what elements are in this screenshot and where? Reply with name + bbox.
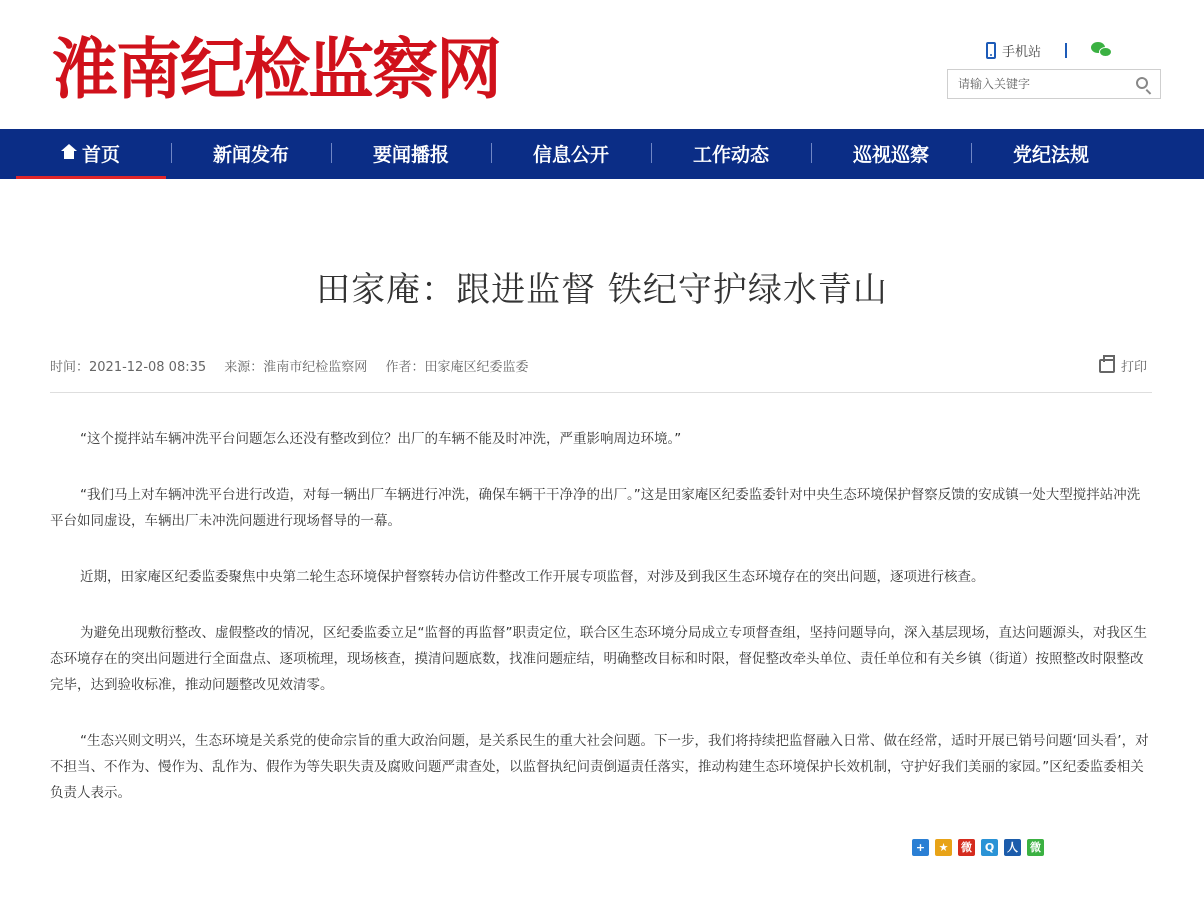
- nav-item-label: 首页: [81, 144, 120, 166]
- nav-item-label: 新闻发布: [212, 144, 289, 166]
- wechat-icon[interactable]: [1091, 41, 1113, 59]
- nav-item-label: 工作动态: [692, 144, 769, 166]
- top-links: [986, 40, 1113, 60]
- nav-item-label: 巡视巡察: [852, 144, 929, 166]
- site-logo[interactable]: 淮南纪检监察网: [52, 30, 500, 108]
- meta-divider: [50, 392, 1152, 393]
- nav-divider: [331, 143, 332, 163]
- nav-item-news-release[interactable]: [176, 129, 326, 179]
- nav-item-label: 党纪法规: [1012, 144, 1089, 166]
- print-button[interactable]: [1099, 356, 1147, 375]
- search-icon[interactable]: [1136, 77, 1148, 89]
- mobile-site-link[interactable]: 手机站: [1002, 44, 1042, 60]
- nav-item-label: 要闻播报: [372, 144, 449, 166]
- nav-item-label: 信息公开: [532, 144, 609, 166]
- share-wechat-icon[interactable]: 微: [1027, 839, 1044, 856]
- article-paragraph: “生态兴则文明兴，生态环境是关系党的使命宗旨的重大政治问题，是关系民生的重大社会问题。下一步，我们将持续把监督融入日常、做在经常，适时开展已销号问题‘回头看’，对不担当、不作为、慢作为、乱作为、假作为等失职失责及腐败问题严肃查处，以监督执纪问责倒逼责任落实，推动构建生态环境保护长效机制，守护好我们美丽的家园。”区纪委监委相关负责人表示。: [50, 733, 1149, 801]
- home-icon: [62, 150, 76, 162]
- site-header: [0, 0, 1204, 129]
- nav-item-info-disclosure[interactable]: [496, 129, 646, 179]
- search-box: [947, 69, 1161, 99]
- nav-divider: [491, 143, 492, 163]
- nav-item-regulations[interactable]: [976, 129, 1126, 179]
- nav-divider: [171, 143, 172, 163]
- top-links-divider: [1065, 43, 1067, 58]
- nav-item-work-updates[interactable]: [656, 129, 806, 179]
- share-renren-icon[interactable]: 人: [1004, 839, 1021, 856]
- nav-item-inspection[interactable]: [816, 129, 966, 179]
- nav-divider: [651, 143, 652, 163]
- article-paragraph: “这个搅拌站车辆冲洗平台问题怎么还没有整改到位？出厂的车辆不能及时冲洗，严重影响周边环境。”: [80, 431, 682, 447]
- mobile-phone-icon[interactable]: [986, 42, 996, 59]
- article-body: [50, 426, 1152, 836]
- share-bar: [912, 839, 1050, 856]
- article-paragraph: “我们马上对车辆冲洗平台进行改造，对每一辆出厂车辆进行冲洗，确保车辆干干净净的出厂。”这是田家庵区纪委监委针对中央生态环境保护督察反馈的安成镇一处大型搅拌站冲洗平台如同虚设，车辆出厂未冲洗问题进行现场督导的一幕。: [50, 487, 1141, 529]
- share-weibo-icon[interactable]: 微: [958, 839, 975, 856]
- article-time: 时间：2021-12-08 08:35: [50, 360, 207, 375]
- article-author: 作者：田家庵区纪委监委: [385, 360, 529, 375]
- print-label: 打印: [1120, 360, 1147, 375]
- printer-icon: [1099, 359, 1115, 373]
- article-meta: [50, 356, 542, 375]
- article-title: 田家庵：跟进监督 铁纪守护绿水青山: [316, 270, 888, 310]
- search-input[interactable]: [948, 70, 1128, 98]
- nav-divider: [811, 143, 812, 163]
- article-source: 来源：淮南市纪检监察网: [224, 360, 368, 375]
- share-more-icon[interactable]: +: [912, 839, 929, 856]
- nav-divider: [971, 143, 972, 163]
- nav-item-home[interactable]: [16, 129, 166, 179]
- article-paragraph: 为避免出现敷衍整改、虚假整改的情况，区纪委监委立足“监督的再监督”职责定位，联合区生态环境分局成立专项督查组，坚持问题导向，深入基层现场，直达问题源头，对我区生态环境存在的突出问题进行全面盘点、逐项梳理，现场核查，摸清问题底数，找准问题症结，明确整改目标和时限，督促整改牵头单位、责任单位和有关乡镇（街道）按照整改时限整改完毕，达到验收标准，推动问题整改见效清零。: [50, 625, 1147, 693]
- share-qq-icon[interactable]: Q: [981, 839, 998, 856]
- article-paragraph: 近期，田家庵区纪委监委聚焦中央第二轮生态环境保护督察转办信访件整改工作开展专项监督，对涉及到我区生态环境存在的突出问题，逐项进行核查。: [80, 569, 985, 585]
- nav-item-headlines[interactable]: [336, 129, 486, 179]
- share-qzone-icon[interactable]: ★: [935, 839, 952, 856]
- main-nav: [0, 129, 1204, 179]
